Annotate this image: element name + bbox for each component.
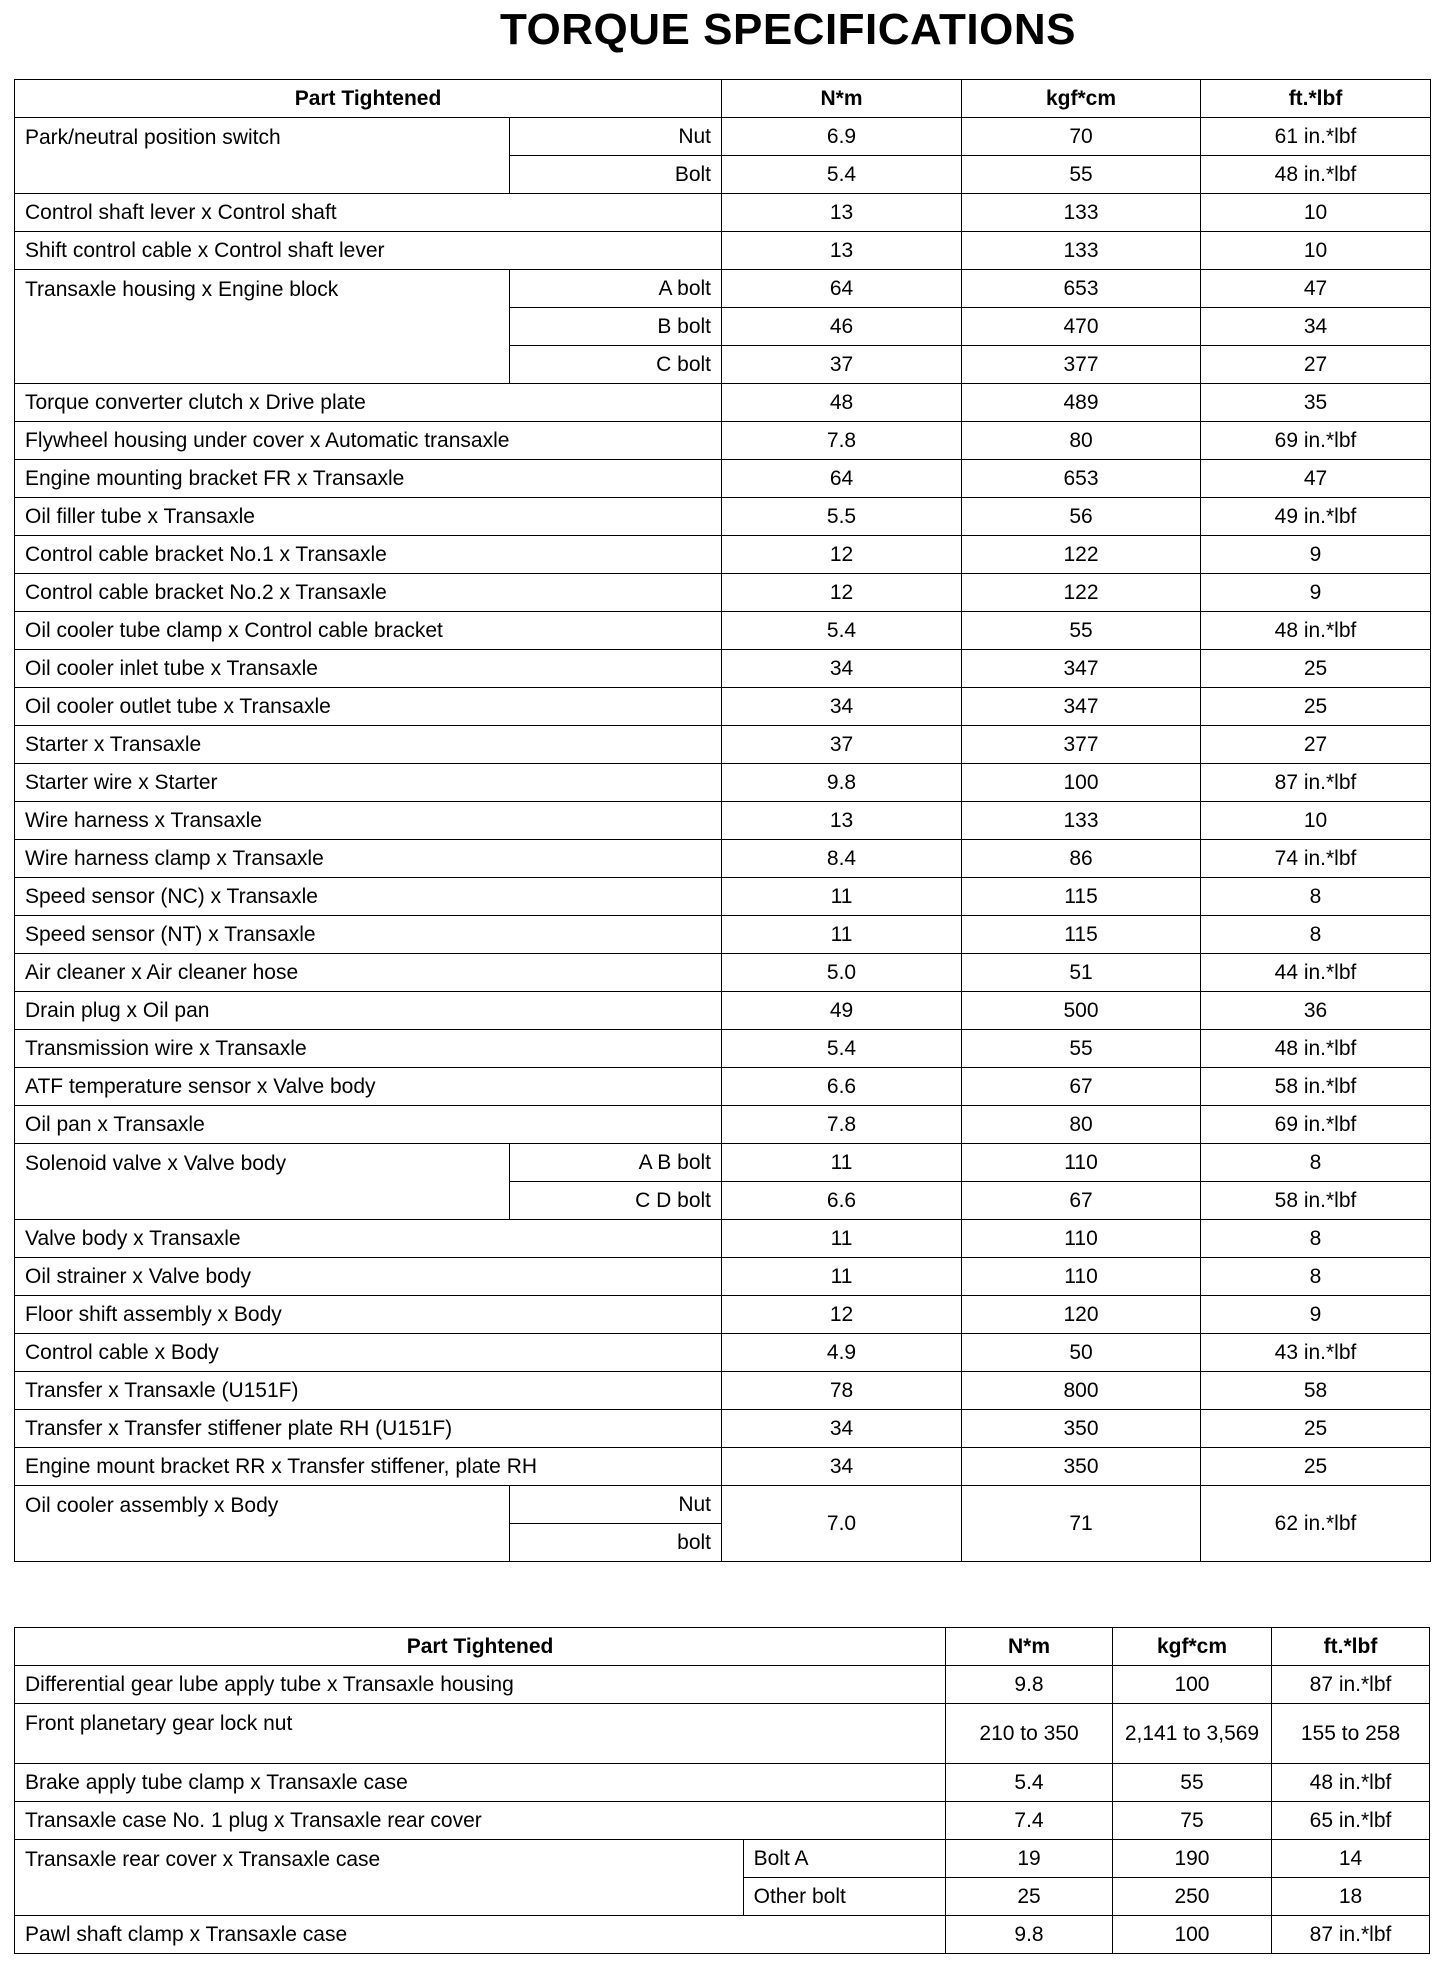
part-name: Front planetary gear lock nut xyxy=(15,1704,946,1764)
part-name: Brake apply tube clamp x Transaxle case xyxy=(15,1764,946,1802)
fastener-type: bolt xyxy=(510,1524,722,1562)
nm-value: 11 xyxy=(722,1144,962,1182)
kgf-value: 133 xyxy=(962,802,1201,840)
kgf-value: 190 xyxy=(1112,1840,1271,1878)
ft-value: 47 xyxy=(1201,460,1431,498)
nm-value: 19 xyxy=(946,1840,1113,1878)
ft-value: 87 in.*lbf xyxy=(1272,1666,1430,1704)
nm-value: 11 xyxy=(722,916,962,954)
part-name: Differential gear lube apply tube x Transaxle housing xyxy=(15,1666,946,1704)
ft-value: 87 in.*lbf xyxy=(1272,1916,1430,1954)
nm-value: 11 xyxy=(722,1258,962,1296)
part-name: Pawl shaft clamp x Transaxle case xyxy=(15,1916,946,1954)
fastener-type: Bolt A xyxy=(743,1840,945,1878)
ft-value: 48 in.*lbf xyxy=(1201,1030,1431,1068)
kgf-value: 377 xyxy=(962,346,1201,384)
kgf-value: 86 xyxy=(962,840,1201,878)
kgf-value: 50 xyxy=(962,1334,1201,1372)
part-name: Engine mount bracket RR x Transfer stiffener, plate RH xyxy=(15,1448,722,1486)
ft-value: 10 xyxy=(1201,802,1431,840)
table-row xyxy=(15,232,1431,270)
fastener-type: Other bolt xyxy=(743,1878,945,1916)
part-name: Control cable bracket No.2 x Transaxle xyxy=(15,574,722,612)
ft-value: 25 xyxy=(1201,650,1431,688)
table-row xyxy=(15,384,1431,422)
nm-value: 11 xyxy=(722,878,962,916)
table-row xyxy=(15,1916,1430,1954)
ft-value: 9 xyxy=(1201,536,1431,574)
ft-value: 43 in.*lbf xyxy=(1201,1334,1431,1372)
torque-table-main xyxy=(14,79,1431,1562)
table-row xyxy=(15,1448,1431,1486)
table-row xyxy=(15,1068,1431,1106)
fastener-type: C D bolt xyxy=(510,1182,722,1220)
part-name: Transaxle rear cover x Transaxle case xyxy=(15,1840,744,1916)
table-row xyxy=(15,460,1431,498)
table-row xyxy=(15,1764,1430,1802)
ft-value: 9 xyxy=(1201,574,1431,612)
header-ft: ft.*lbf xyxy=(1201,80,1431,118)
kgf-value: 70 xyxy=(962,118,1201,156)
ft-value: 14 xyxy=(1272,1840,1430,1878)
kgf-value: 653 xyxy=(962,460,1201,498)
part-name: Engine mounting bracket FR x Transaxle xyxy=(15,460,722,498)
table-row xyxy=(15,1704,1430,1764)
nm-value: 64 xyxy=(722,270,962,308)
table-row xyxy=(15,612,1431,650)
kgf-value: 110 xyxy=(962,1220,1201,1258)
ft-value: 25 xyxy=(1201,1410,1431,1448)
ft-value: 49 in.*lbf xyxy=(1201,498,1431,536)
part-name: Valve body x Transaxle xyxy=(15,1220,722,1258)
nm-value: 48 xyxy=(722,384,962,422)
ft-value: 58 in.*lbf xyxy=(1201,1182,1431,1220)
part-name: Transaxle case No. 1 plug x Transaxle rear cover xyxy=(15,1802,946,1840)
part-name: Air cleaner x Air cleaner hose xyxy=(15,954,722,992)
part-name: Control cable bracket No.1 x Transaxle xyxy=(15,536,722,574)
nm-value: 210 to 350 xyxy=(946,1704,1113,1764)
ft-value: 69 in.*lbf xyxy=(1201,1106,1431,1144)
table-header-row xyxy=(15,80,1431,118)
part-name: Transfer x Transaxle (U151F) xyxy=(15,1372,722,1410)
kgf-value: 377 xyxy=(962,726,1201,764)
ft-value: 10 xyxy=(1201,232,1431,270)
table-row xyxy=(15,726,1431,764)
nm-value: 6.9 xyxy=(722,118,962,156)
kgf-value: 350 xyxy=(962,1410,1201,1448)
table-row xyxy=(15,498,1431,536)
nm-value: 7.8 xyxy=(722,1106,962,1144)
kgf-value: 250 xyxy=(1112,1878,1271,1916)
kgf-value: 115 xyxy=(962,916,1201,954)
part-name: Oil cooler tube clamp x Control cable bracket xyxy=(15,612,722,650)
nm-value: 5.4 xyxy=(946,1764,1113,1802)
header-ft: ft.*lbf xyxy=(1272,1628,1430,1666)
nm-value: 34 xyxy=(722,650,962,688)
nm-value: 12 xyxy=(722,1296,962,1334)
kgf-value: 100 xyxy=(1112,1666,1271,1704)
table-row xyxy=(15,688,1431,726)
ft-value: 27 xyxy=(1201,346,1431,384)
nm-value: 34 xyxy=(722,1448,962,1486)
part-name: Control shaft lever x Control shaft xyxy=(15,194,722,232)
kgf-value: 51 xyxy=(962,954,1201,992)
table-row xyxy=(15,574,1431,612)
kgf-value: 80 xyxy=(962,422,1201,460)
nm-value: 34 xyxy=(722,688,962,726)
header-kgf: kgf*cm xyxy=(962,80,1201,118)
header-kgf: kgf*cm xyxy=(1112,1628,1271,1666)
kgf-value: 110 xyxy=(962,1258,1201,1296)
kgf-value: 55 xyxy=(962,612,1201,650)
part-name: Transfer x Transfer stiffener plate RH (U151F) xyxy=(15,1410,722,1448)
table-row xyxy=(15,270,1431,308)
ft-value: 8 xyxy=(1201,1258,1431,1296)
kgf-value: 71 xyxy=(962,1486,1201,1562)
nm-value: 37 xyxy=(722,726,962,764)
fastener-type: B bolt xyxy=(510,308,722,346)
kgf-value: 122 xyxy=(962,574,1201,612)
ft-value: 61 in.*lbf xyxy=(1201,118,1431,156)
table-row xyxy=(15,916,1431,954)
ft-value: 155 to 258 xyxy=(1272,1704,1430,1764)
kgf-value: 133 xyxy=(962,194,1201,232)
fastener-type: A bolt xyxy=(510,270,722,308)
kgf-value: 133 xyxy=(962,232,1201,270)
table-row xyxy=(15,1258,1431,1296)
nm-value: 9.8 xyxy=(946,1916,1113,1954)
table-row xyxy=(15,840,1431,878)
part-name: Transaxle housing x Engine block xyxy=(15,270,510,384)
header-part: Part Tightened xyxy=(15,1628,946,1666)
part-name: Control cable x Body xyxy=(15,1334,722,1372)
table-row xyxy=(15,954,1431,992)
table-row xyxy=(15,194,1431,232)
kgf-value: 100 xyxy=(1112,1916,1271,1954)
part-name: Solenoid valve x Valve body xyxy=(15,1144,510,1220)
table-row xyxy=(15,1486,1431,1524)
part-name: Wire harness x Transaxle xyxy=(15,802,722,840)
table-row xyxy=(15,764,1431,802)
ft-value: 25 xyxy=(1201,1448,1431,1486)
kgf-value: 55 xyxy=(962,156,1201,194)
table-row xyxy=(15,1106,1431,1144)
ft-value: 27 xyxy=(1201,726,1431,764)
ft-value: 8 xyxy=(1201,916,1431,954)
ft-value: 8 xyxy=(1201,1144,1431,1182)
kgf-value: 489 xyxy=(962,384,1201,422)
part-name: Speed sensor (NC) x Transaxle xyxy=(15,878,722,916)
kgf-value: 55 xyxy=(962,1030,1201,1068)
kgf-value: 500 xyxy=(962,992,1201,1030)
table-header-row xyxy=(15,1628,1430,1666)
ft-value: 8 xyxy=(1201,1220,1431,1258)
table-row xyxy=(15,802,1431,840)
ft-value: 34 xyxy=(1201,308,1431,346)
nm-value: 25 xyxy=(946,1878,1113,1916)
nm-value: 4.9 xyxy=(722,1334,962,1372)
table-row xyxy=(15,650,1431,688)
part-name: Oil cooler inlet tube x Transaxle xyxy=(15,650,722,688)
ft-value: 58 xyxy=(1201,1372,1431,1410)
nm-value: 37 xyxy=(722,346,962,384)
ft-value: 87 in.*lbf xyxy=(1201,764,1431,802)
nm-value: 64 xyxy=(722,460,962,498)
nm-value: 6.6 xyxy=(722,1068,962,1106)
table-row xyxy=(15,118,1431,156)
kgf-value: 55 xyxy=(1112,1764,1271,1802)
kgf-value: 2,141 to 3,569 xyxy=(1112,1704,1271,1764)
part-name: Transmission wire x Transaxle xyxy=(15,1030,722,1068)
part-name: Shift control cable x Control shaft lever xyxy=(15,232,722,270)
table-row xyxy=(15,1410,1431,1448)
table-row xyxy=(15,1220,1431,1258)
ft-value: 10 xyxy=(1201,194,1431,232)
fastener-type: Nut xyxy=(510,118,722,156)
torque-table-secondary xyxy=(14,1627,1430,1954)
ft-value: 48 in.*lbf xyxy=(1201,156,1431,194)
kgf-value: 67 xyxy=(962,1182,1201,1220)
part-name: Wire harness clamp x Transaxle xyxy=(15,840,722,878)
kgf-value: 56 xyxy=(962,498,1201,536)
kgf-value: 67 xyxy=(962,1068,1201,1106)
nm-value: 9.8 xyxy=(722,764,962,802)
nm-value: 5.0 xyxy=(722,954,962,992)
table-row xyxy=(15,1144,1431,1182)
fastener-type: A B bolt xyxy=(510,1144,722,1182)
table-row xyxy=(15,422,1431,460)
nm-value: 13 xyxy=(722,802,962,840)
ft-value: 44 in.*lbf xyxy=(1201,954,1431,992)
ft-value: 9 xyxy=(1201,1296,1431,1334)
nm-value: 11 xyxy=(722,1220,962,1258)
kgf-value: 115 xyxy=(962,878,1201,916)
ft-value: 47 xyxy=(1201,270,1431,308)
ft-value: 48 in.*lbf xyxy=(1201,612,1431,650)
ft-value: 62 in.*lbf xyxy=(1201,1486,1431,1562)
kgf-value: 75 xyxy=(1112,1802,1271,1840)
ft-value: 48 in.*lbf xyxy=(1272,1764,1430,1802)
nm-value: 34 xyxy=(722,1410,962,1448)
nm-value: 5.4 xyxy=(722,156,962,194)
page-title: TORQUE SPECIFICATIONS xyxy=(499,5,1077,54)
ft-value: 35 xyxy=(1201,384,1431,422)
nm-value: 12 xyxy=(722,536,962,574)
nm-value: 5.5 xyxy=(722,498,962,536)
fastener-type: C bolt xyxy=(510,346,722,384)
kgf-value: 800 xyxy=(962,1372,1201,1410)
kgf-value: 347 xyxy=(962,650,1201,688)
table-row xyxy=(15,1334,1431,1372)
ft-value: 8 xyxy=(1201,878,1431,916)
part-name: Starter wire x Starter xyxy=(15,764,722,802)
nm-value: 13 xyxy=(722,194,962,232)
kgf-value: 347 xyxy=(962,688,1201,726)
part-name: Flywheel housing under cover x Automatic transaxle xyxy=(15,422,722,460)
table-row xyxy=(15,992,1431,1030)
part-name: Drain plug x Oil pan xyxy=(15,992,722,1030)
ft-value: 25 xyxy=(1201,688,1431,726)
part-name: Oil cooler outlet tube x Transaxle xyxy=(15,688,722,726)
kgf-value: 350 xyxy=(962,1448,1201,1486)
header-part: Part Tightened xyxy=(15,80,722,118)
kgf-value: 653 xyxy=(962,270,1201,308)
ft-value: 65 in.*lbf xyxy=(1272,1802,1430,1840)
kgf-value: 100 xyxy=(962,764,1201,802)
kgf-value: 122 xyxy=(962,536,1201,574)
kgf-value: 80 xyxy=(962,1106,1201,1144)
nm-value: 6.6 xyxy=(722,1182,962,1220)
kgf-value: 120 xyxy=(962,1296,1201,1334)
ft-value: 18 xyxy=(1272,1878,1430,1916)
ft-value: 74 in.*lbf xyxy=(1201,840,1431,878)
nm-value: 7.8 xyxy=(722,422,962,460)
nm-value: 49 xyxy=(722,992,962,1030)
header-nm: N*m xyxy=(946,1628,1113,1666)
nm-value: 5.4 xyxy=(722,612,962,650)
ft-value: 58 in.*lbf xyxy=(1201,1068,1431,1106)
part-name: Speed sensor (NT) x Transaxle xyxy=(15,916,722,954)
part-name: Floor shift assembly x Body xyxy=(15,1296,722,1334)
table-row xyxy=(15,536,1431,574)
table-row xyxy=(15,1840,1430,1878)
table-row xyxy=(15,1666,1430,1704)
ft-value: 69 in.*lbf xyxy=(1201,422,1431,460)
header-nm: N*m xyxy=(722,80,962,118)
part-name: Oil cooler assembly x Body xyxy=(15,1486,510,1562)
table-row xyxy=(15,1802,1430,1840)
table-row xyxy=(15,878,1431,916)
nm-value: 7.4 xyxy=(946,1802,1113,1840)
fastener-type: Bolt xyxy=(510,156,722,194)
table-row xyxy=(15,1372,1431,1410)
table-row xyxy=(15,1030,1431,1068)
part-name: Starter x Transaxle xyxy=(15,726,722,764)
kgf-value: 470 xyxy=(962,308,1201,346)
part-name: Oil strainer x Valve body xyxy=(15,1258,722,1296)
part-name: Torque converter clutch x Drive plate xyxy=(15,384,722,422)
nm-value: 8.4 xyxy=(722,840,962,878)
nm-value: 78 xyxy=(722,1372,962,1410)
nm-value: 46 xyxy=(722,308,962,346)
nm-value: 7.0 xyxy=(722,1486,962,1562)
kgf-value: 110 xyxy=(962,1144,1201,1182)
ft-value: 36 xyxy=(1201,992,1431,1030)
part-name: Oil filler tube x Transaxle xyxy=(15,498,722,536)
part-name: Oil pan x Transaxle xyxy=(15,1106,722,1144)
table-row xyxy=(15,1296,1431,1334)
nm-value: 5.4 xyxy=(722,1030,962,1068)
nm-value: 13 xyxy=(722,232,962,270)
nm-value: 9.8 xyxy=(946,1666,1113,1704)
part-name: ATF temperature sensor x Valve body xyxy=(15,1068,722,1106)
nm-value: 12 xyxy=(722,574,962,612)
part-name: Park/neutral position switch xyxy=(15,118,510,194)
fastener-type: Nut xyxy=(510,1486,722,1524)
